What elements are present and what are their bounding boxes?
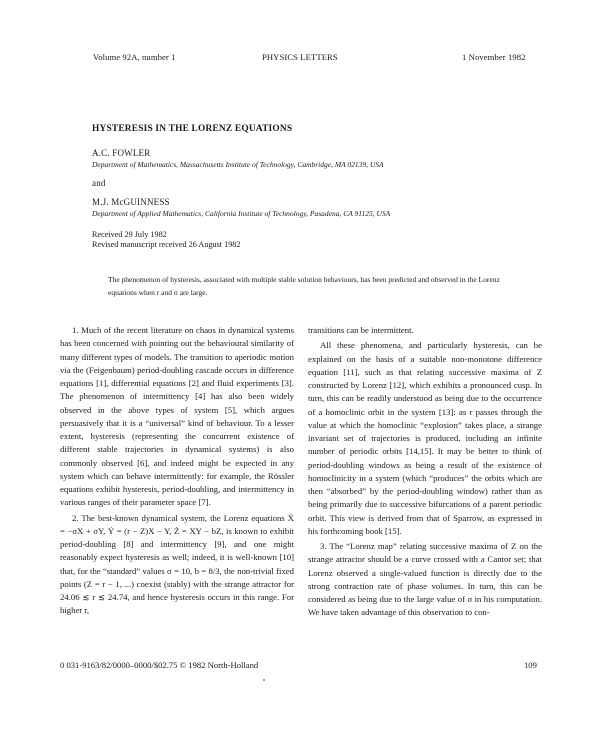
paper-title: HYSTERESIS IN THE LORENZ EQUATIONS [92,124,293,134]
paragraph: 1. Much of the recent literature on chaos in dynamical systems has been concerned with pointing out the behavioural similarity of many different types of models. The transition to aperiodic motion via the (Feigenbaum) period-doubling cascade occurs in difference equations [1], differential equations [2] and fluid experiments [3]. The phenomenon of intermittency [4] has also been widely observed in the above types of system [5], which argues persuasively that it is a “universal” kind of behaviour. To a lesser extent, hysteresis (representing the concurrent existence of different stable trajectories in dynamical systems) is also commonly observed [6], and indeed might be expected in any system which can behave intermittently: for example, the Rössler equations exhibit hysteresis, period-doubling, and intermittency in various ranges of their parameter space [7]. [60,325,294,508]
scan-speck [263,679,265,681]
author-name: M.J. McGUINNESS [92,197,170,207]
page-number: 109 [524,660,537,670]
header-journal: PHYSICS LETTERS [262,52,338,62]
header-volume: Volume 92A, number 1 [93,52,176,62]
and-word: and [92,178,106,188]
footer-code: 0 031-9163/82/0000–0000/$02.75 © 1982 North-Holland [60,660,259,670]
author-name: A.C. FOWLER [92,148,151,158]
right-column [308,324,542,622]
left-column [60,324,294,620]
header-date: 1 November 1982 [462,52,526,62]
paragraph: All these phenomena, and particularly hysteresis, can be explained on the basis of a suitable non-monotone difference equation [11], such as that relating successive maxima of Z constructed by Lorenz [12], which exhibits a pronounced cusp. In turn, this can be readily understood as being due to the occurrence of a homoclinic orbit in the system [13]: as r passes through the value at which the homoclinic “explosion” takes place, a strange invariant set of trajectories is produced, including an infinite number of periodic orbits [14,15]. It may be better to think of period-doubling windows as being a result of the existence of homoclinicity in a system (which “produces” the orbits which are then “absorbed” by the period-doubling window) rather than as being primarily due to successive bifurcations of a parent periodic orbit. This view is derived from that of Sparrow, as expressed in his forthcoming book [15]. [308,340,542,536]
abstract: The phenomenon of hysteresis, associated with multiple stable solution behaviours, has been predicted and observed in the Lorenz equations when r and σ are large. [108,275,500,297]
paragraph: 2. The best-known dynamical system, the Lorenz equations Ẋ = −σX + σY, Ẏ = (r − Z)X − Y, Ż = XY − bZ, is known to exhibit period-doubling [8] and intermittency [9], and one might reasonably expect hysteresis as well; indeed, it is well-known [10] that, for the “standard” values σ = 10, b = 8/3, the non-trivial fixed points (Z = r − 1, ...) coexist (stably) with the strange attractor for 24.06 ≲ r ≲ 24.74, and hence hysteresis occurs in this range. For higher r, [60,512,294,616]
paragraph: 3. The “Lorenz map” relating successive maxima of Z on the strange attractor should be a curve crossed with a Cantor set; that Lorenz observed a single-valued function is directly due to the strong contraction rate of phase volumes. In turn, this can be considered as being due to the large value of σ in his computation. We have taken advantage of this observation to con- [308,541,542,618]
revised-date: Revised manuscript received 26 August 1982 [92,240,241,249]
author-affiliation: Department of Applied Mathematics, California Institute of Technology, Pasadena, CA 91125, USA [92,209,391,218]
received-date: Received 29 July 1982 [92,230,167,239]
paragraph: transitions can be intermittent. [308,325,414,335]
author-affiliation: Department of Mathematics, Massachusetts Institute of Technology, Cambridge, MA 02139, USA [92,160,384,169]
